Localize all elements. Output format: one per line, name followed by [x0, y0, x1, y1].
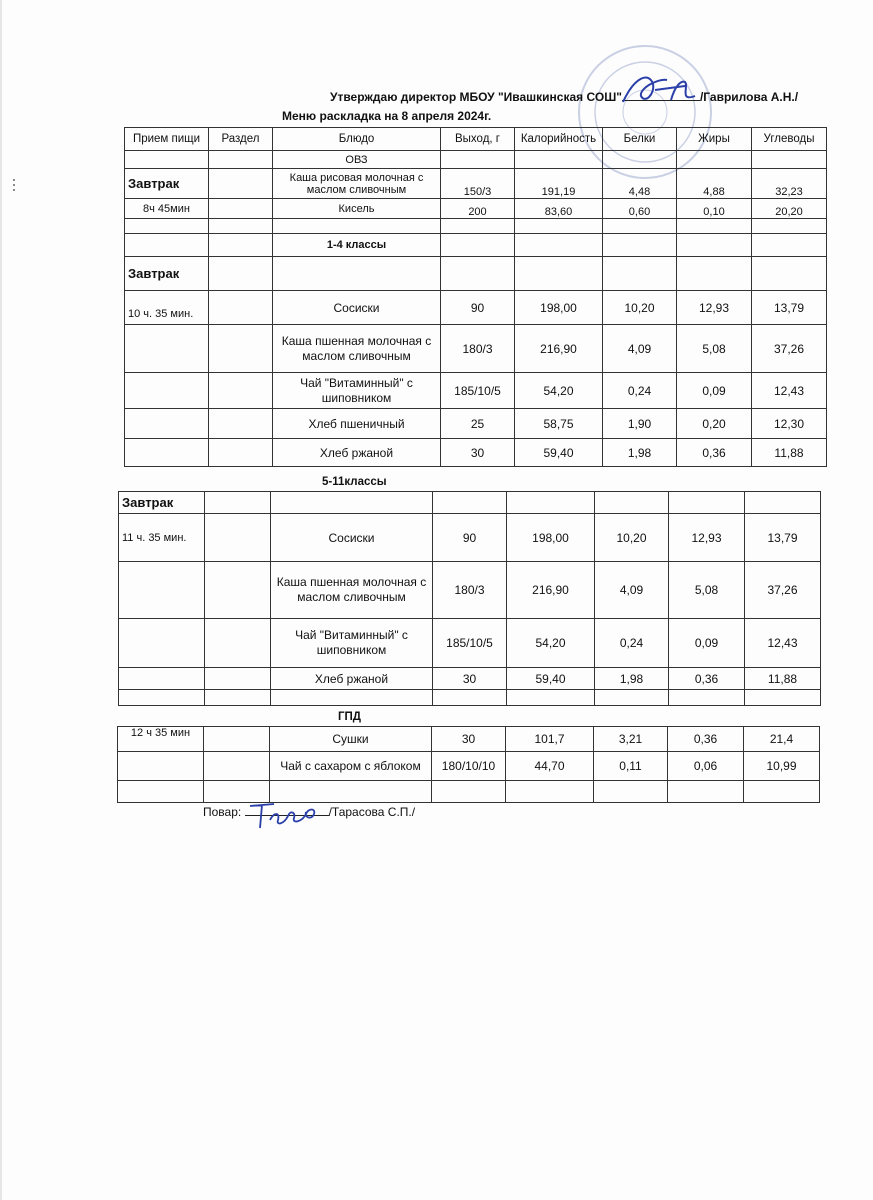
table-row	[119, 619, 821, 668]
table-header-row	[125, 128, 827, 151]
section-title-grade511: 5-11классы	[322, 476, 387, 488]
dish-fat: 0,36	[677, 439, 752, 467]
dish-protein: 1,98	[603, 439, 677, 467]
dish-carbs: 13,79	[745, 514, 821, 562]
dish-protein: 4,09	[595, 562, 669, 619]
dish-fat: 5,08	[669, 562, 745, 619]
dish-carbs: 20,20	[752, 199, 827, 219]
dish-weight: 30	[432, 727, 506, 752]
empty-row	[119, 690, 821, 706]
dish-name: Чай "Витаминный" с шиповником	[271, 619, 433, 668]
approval-line	[330, 90, 798, 104]
dish-kcal: 198,00	[507, 514, 595, 562]
table-row	[125, 373, 827, 409]
table-row	[125, 169, 827, 199]
dish-name: Каша рисовая молочная с маслом сливочным	[273, 169, 441, 199]
approval-name: /Гаврилова А.Н./	[699, 90, 799, 104]
header-meal: Прием пищи	[125, 128, 209, 151]
table-row	[125, 439, 827, 467]
dish-carbs: 12,30	[752, 409, 827, 439]
dish-kcal: 54,20	[507, 619, 595, 668]
dish-name: Сушки	[270, 727, 432, 752]
empty-row	[125, 219, 827, 234]
dish-name: Хлеб пшеничный	[273, 409, 441, 439]
dish-name: Каша пшенная молочная с маслом сливочным	[273, 325, 441, 373]
header-fat: Жиры	[677, 128, 752, 151]
dish-kcal: 44,70	[506, 752, 594, 781]
dish-fat: 0,36	[668, 727, 744, 752]
dish-protein: 0,24	[595, 619, 669, 668]
dish-weight: 90	[441, 291, 515, 325]
dish-protein: 1,90	[603, 409, 677, 439]
page-edge	[0, 0, 2, 1200]
table-row	[119, 492, 821, 514]
meal-time: 10 ч. 35 мин.	[125, 291, 209, 325]
dish-name: Хлеб ржаной	[273, 439, 441, 467]
dish-carbs: 37,26	[752, 325, 827, 373]
dish-weight: 90	[433, 514, 507, 562]
edge-dots-icon	[12, 178, 16, 192]
meal-time: 12 ч 35 мин	[118, 727, 204, 752]
dish-carbs: 21,4	[744, 727, 820, 752]
dish-kcal: 54,20	[515, 373, 603, 409]
dish-protein: 10,20	[595, 514, 669, 562]
header-weight: Выход, г	[441, 128, 515, 151]
table-row	[125, 257, 827, 291]
table-row	[119, 562, 821, 619]
dish-fat: 0,36	[669, 668, 745, 690]
dish-kcal: 191,19	[515, 169, 603, 199]
dish-protein: 4,48	[603, 169, 677, 199]
section-row-grade14	[125, 234, 827, 257]
table-row	[125, 409, 827, 439]
dish-name: Чай с сахаром с яблоком	[270, 752, 432, 781]
dish-protein: 1,98	[595, 668, 669, 690]
table-row	[125, 199, 827, 219]
dish-fat: 0,06	[668, 752, 744, 781]
dish-weight: 180/10/10	[432, 752, 506, 781]
header-carbs: Углеводы	[752, 128, 827, 151]
director-signature-icon	[615, 66, 705, 114]
section-row-ovz	[125, 151, 827, 169]
dish-fat: 12,93	[677, 291, 752, 325]
header-section: Раздел	[209, 128, 273, 151]
dish-name: Хлеб ржаной	[271, 668, 433, 690]
table-row	[118, 752, 820, 781]
dish-weight: 30	[433, 668, 507, 690]
menu-table-gpd	[117, 726, 820, 803]
dish-fat: 0,10	[677, 199, 752, 219]
dish-weight: 185/10/5	[441, 373, 515, 409]
cook-label: Повар:	[203, 805, 242, 819]
section-title-gpd: ГПД	[338, 711, 361, 723]
menu-table-grade511	[118, 491, 821, 706]
header-kcal: Калорийность	[515, 128, 603, 151]
dish-kcal: 101,7	[506, 727, 594, 752]
dish-name: Сосиски	[271, 514, 433, 562]
meal-name: Завтрак	[125, 257, 209, 291]
dish-weight: 150/3	[441, 169, 515, 199]
dish-name: Каша пшенная молочная с маслом сливочным	[271, 562, 433, 619]
dish-kcal: 58,75	[515, 409, 603, 439]
table-row	[119, 668, 821, 690]
section-label: ОВЗ	[273, 151, 441, 169]
dish-carbs: 11,88	[752, 439, 827, 467]
meal-name: Завтрак	[125, 169, 209, 199]
table-row	[119, 514, 821, 562]
dish-name: Кисель	[273, 199, 441, 219]
dish-carbs: 11,88	[745, 668, 821, 690]
table-row	[125, 291, 827, 325]
dish-weight: 180/3	[433, 562, 507, 619]
dish-fat: 0,20	[677, 409, 752, 439]
dish-kcal: 83,60	[515, 199, 603, 219]
dish-protein: 4,09	[603, 325, 677, 373]
cook-name: /Тарасова С.П./	[328, 805, 416, 819]
dish-weight: 30	[441, 439, 515, 467]
header-protein: Белки	[603, 128, 677, 151]
dish-protein: 0,24	[603, 373, 677, 409]
dish-fat: 0,09	[677, 373, 752, 409]
cook-signature-icon	[244, 796, 324, 832]
dish-weight: 25	[441, 409, 515, 439]
section-label: 1-4 классы	[273, 234, 441, 257]
dish-fat: 12,93	[669, 514, 745, 562]
dish-name: Чай "Витаминный" с шиповником	[273, 373, 441, 409]
table-row	[118, 727, 820, 752]
page-title: Меню раскладка на 8 апреля 2024г.	[282, 109, 492, 123]
dish-fat: 4,88	[677, 169, 752, 199]
dish-weight: 200	[441, 199, 515, 219]
empty-row	[118, 781, 820, 803]
dish-carbs: 32,23	[752, 169, 827, 199]
dish-weight: 180/3	[441, 325, 515, 373]
meal-time: 11 ч. 35 мин.	[119, 514, 205, 562]
dish-protein: 3,21	[594, 727, 668, 752]
dish-kcal: 216,90	[515, 325, 603, 373]
dish-kcal: 59,40	[515, 439, 603, 467]
dish-protein: 0,60	[603, 199, 677, 219]
dish-fat: 0,09	[669, 619, 745, 668]
dish-carbs: 13,79	[752, 291, 827, 325]
header-dish: Блюдо	[273, 128, 441, 151]
menu-table-main	[124, 127, 827, 467]
dish-carbs: 37,26	[745, 562, 821, 619]
table-row	[125, 325, 827, 373]
dish-kcal: 216,90	[507, 562, 595, 619]
dish-weight: 185/10/5	[433, 619, 507, 668]
dish-protein: 10,20	[603, 291, 677, 325]
dish-protein: 0,11	[594, 752, 668, 781]
dish-kcal: 59,40	[507, 668, 595, 690]
dish-name: Сосиски	[273, 291, 441, 325]
approval-text: Утверждаю директор МБОУ "Ивашкинская СОШ"	[330, 90, 622, 104]
dish-carbs: 10,99	[744, 752, 820, 781]
dish-fat: 5,08	[677, 325, 752, 373]
dish-carbs: 12,43	[745, 619, 821, 668]
meal-name: Завтрак	[119, 492, 205, 514]
meal-time: 8ч 45мин	[125, 199, 209, 219]
dish-kcal: 198,00	[515, 291, 603, 325]
dish-carbs: 12,43	[752, 373, 827, 409]
